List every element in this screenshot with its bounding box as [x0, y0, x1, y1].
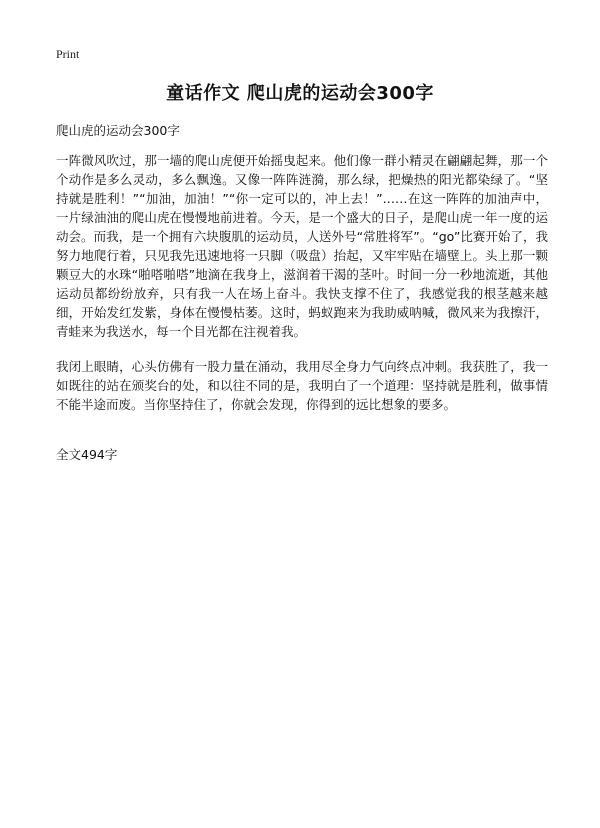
article-subtitle: 爬山虎的运动会300字	[56, 123, 180, 138]
article-paragraph-2: 我闭上眼睛，心头仿佛有一股力量在涌动，我用尽全身力气向终点冲刺。我获胜了，我一如既往的站在颁奖台的处，和以往不同的是，我明白了一个道理：坚持就是胜利，做事情不能半途而废。当你坚持住了，你就会发现，你得到的远比想象的要多。	[56, 359, 548, 412]
article-title: 童话作文 爬山虎的运动会300字	[166, 83, 434, 104]
word-count: 全文494字	[56, 447, 118, 462]
article-paragraph-1: 一阵微风吹过，那一墙的爬山虎便开始摇曳起来。他们像一群小精灵在翩翩起舞，那一个个动作是多么灵动，多么飘逸。又像一阵阵涟漪，那么绿，把燥热的阳光都染绿了。“坚持就是胜利！”“加油，加油！”“你一定可以的，冲上去！”……在这一阵阵的加油声中，一片绿油油的爬山虎在慢慢地前进着。今天，是一个盛大的日子，是爬山虎一年一度的运动会。而我，是一个拥有六块腹肌的运动员，人送外号“常胜将军”。“go”比赛开始了，我努力地爬行着，只见我先迅速地将一只脚（吸盘）抬起，又牢牢贴在墙壁上。头上那一颗颗豆大的水珠“啪嗒啪嗒”地滴在我身上，滋润着干渴的茎叶。时间一分一秒地流逝，其他运动员都纷纷放弃，只有我一人在场上奋斗。我快支撑不住了，我感觉我的根茎越来越细，开始发红发紫，身体在慢慢枯萎。这时，蚂蚁跑来为我助威呐喊，微风来为我擦汗，青蛙来为我送水，每一个目光都在注视着我。	[56, 153, 548, 339]
print-link[interactable]: Print	[56, 47, 80, 61]
